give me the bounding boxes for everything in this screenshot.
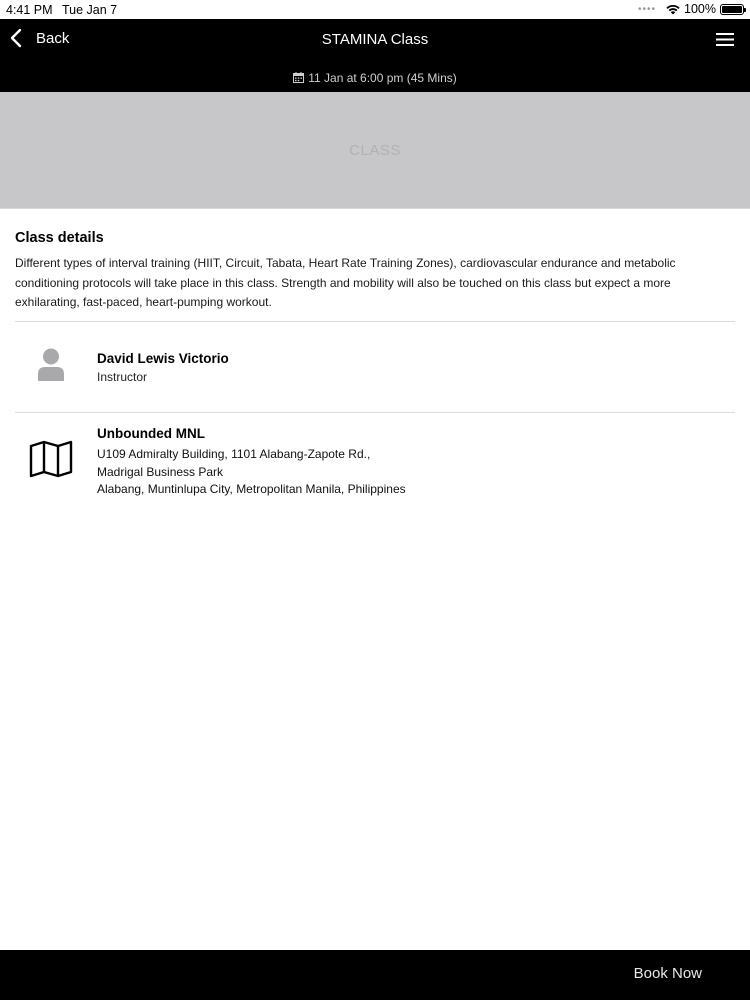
- back-label: Back: [36, 29, 70, 47]
- map-icon: [29, 440, 73, 478]
- book-now-button[interactable]: Book Now: [633, 965, 702, 982]
- map-icon-wrap: [15, 440, 87, 478]
- page-title: STAMINA Class: [321, 31, 429, 48]
- person-icon: [37, 348, 65, 381]
- wifi-icon: [666, 4, 680, 15]
- class-image-label: CLASS: [349, 141, 401, 159]
- instructor-name: David Lewis Victorio: [97, 351, 229, 366]
- instructor-row[interactable]: [15, 340, 735, 400]
- signal-dots-icon: ••••: [638, 3, 657, 15]
- address-line-1: U109 Admiralty Building, 1101 Alabang-Zapote Rd.,: [97, 447, 371, 461]
- nav-bar: [0, 19, 750, 63]
- status-date: Tue Jan 7: [62, 3, 118, 17]
- battery-icon: [720, 4, 744, 15]
- footer-bar: [0, 950, 750, 1000]
- instructor-role: Instructor: [97, 370, 148, 384]
- status-indicators: [638, 2, 744, 16]
- schedule-text: 11 Jan at 6:00 pm (45 Mins): [308, 70, 457, 85]
- class-details-heading: Class details: [15, 230, 104, 246]
- battery-percent: 100%: [684, 2, 716, 16]
- divider: [15, 321, 735, 322]
- class-image-placeholder: [0, 92, 750, 209]
- avatar: [15, 348, 87, 381]
- status-time: 4:41 PM: [6, 3, 53, 17]
- hamburger-icon: [716, 32, 734, 47]
- location-row[interactable]: [15, 420, 735, 500]
- address-line-3: Alabang, Muntinlupa City, Metropolitan Manila, Philippines: [97, 482, 406, 496]
- calendar-icon: [293, 72, 304, 83]
- divider: [15, 412, 735, 413]
- location-name: Unbounded MNL: [97, 426, 205, 441]
- status-bar: [0, 0, 750, 19]
- menu-button[interactable]: [716, 32, 734, 52]
- class-details-section: [15, 230, 735, 313]
- address-line-2: Madrigal Business Park: [97, 464, 224, 479]
- schedule-bar: [0, 63, 750, 92]
- class-description: Different types of interval training (HIIT, Circuit, Tabata, Heart Rate Training Zones), cardiovascular endurance and metabolic conditioning protocols will take place in this class. Strength and mobility will also be touched on this class but expect a more exhilarating, fast-paced, heart-pumping workout.: [15, 256, 676, 309]
